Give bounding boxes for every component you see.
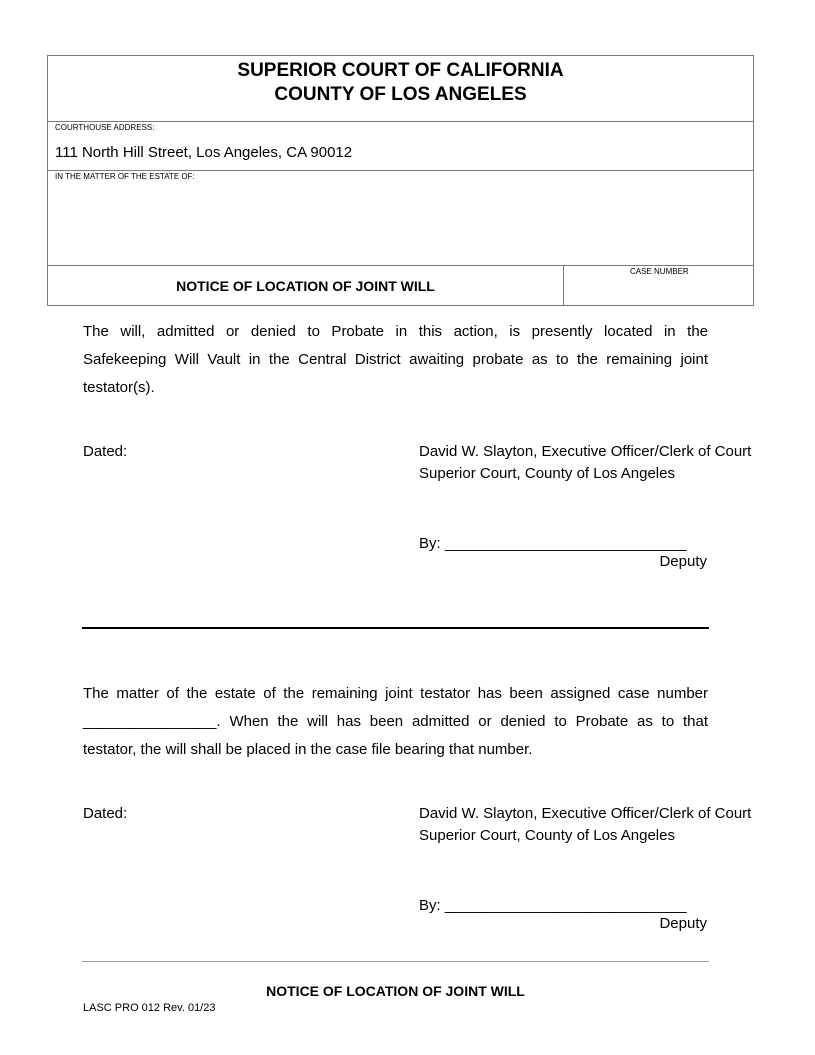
section2-line1: The matter of the estate of the remaining joint testator has been assigned case number [83, 685, 708, 702]
signer-court: Superior Court, County of Los Angeles [419, 465, 675, 482]
court-name-line2: COUNTY OF LOS ANGELES [274, 84, 527, 105]
courthouse-address-label: COURTHOUSE ADDRESS: [55, 123, 155, 132]
section-divider [82, 627, 709, 629]
estate-of-label: IN THE MATTER OF THE ESTATE OF: [55, 172, 195, 181]
dated-label: Dated: [83, 443, 128, 460]
court-name-line1: SUPERIOR COURT OF CALIFORNIA [237, 60, 564, 81]
signer-court: Superior Court, County of Los Angeles [419, 827, 675, 844]
section1-line2: Safekeeping Will Vault in the Central District awaiting probate as to the remaining joint [83, 351, 708, 368]
signature-by-line[interactable]: By: _____________________________ [419, 535, 687, 552]
signer-name: David W. Slayton, Executive Officer/Clerk of Court [419, 805, 752, 822]
divider [48, 121, 753, 122]
case-number-field[interactable] [568, 278, 751, 304]
section2-line2: ________________. When the will has been admitted or denied to Probate as to that [83, 713, 708, 730]
dated-label: Dated: [83, 805, 128, 822]
signer-name: David W. Slayton, Executive Officer/Clerk of Court [419, 443, 752, 460]
signature-by-line[interactable]: By: _____________________________ [419, 897, 687, 914]
estate-name-field[interactable] [49, 182, 752, 264]
deputy-label: Deputy [659, 553, 707, 570]
case-number-label: CASE NUMBER [630, 267, 689, 276]
section1-line1: The will, admitted or denied to Probate in this action, is presently located in the [83, 323, 708, 340]
divider [48, 170, 753, 171]
section1-line3: testator(s). [83, 379, 155, 396]
form-number: LASC PRO 012 Rev. 01/23 [83, 1002, 216, 1014]
footer-rule [82, 961, 709, 962]
caption-box [47, 55, 754, 306]
footer-title: NOTICE OF LOCATION OF JOINT WILL [266, 983, 525, 999]
form-title: NOTICE OF LOCATION OF JOINT WILL [48, 266, 564, 306]
section2-line3: testator, the will shall be placed in the case file bearing that number. [83, 741, 533, 758]
deputy-label: Deputy [659, 915, 707, 932]
courthouse-address-value: 111 North Hill Street, Los Angeles, CA 90012 [55, 144, 353, 161]
